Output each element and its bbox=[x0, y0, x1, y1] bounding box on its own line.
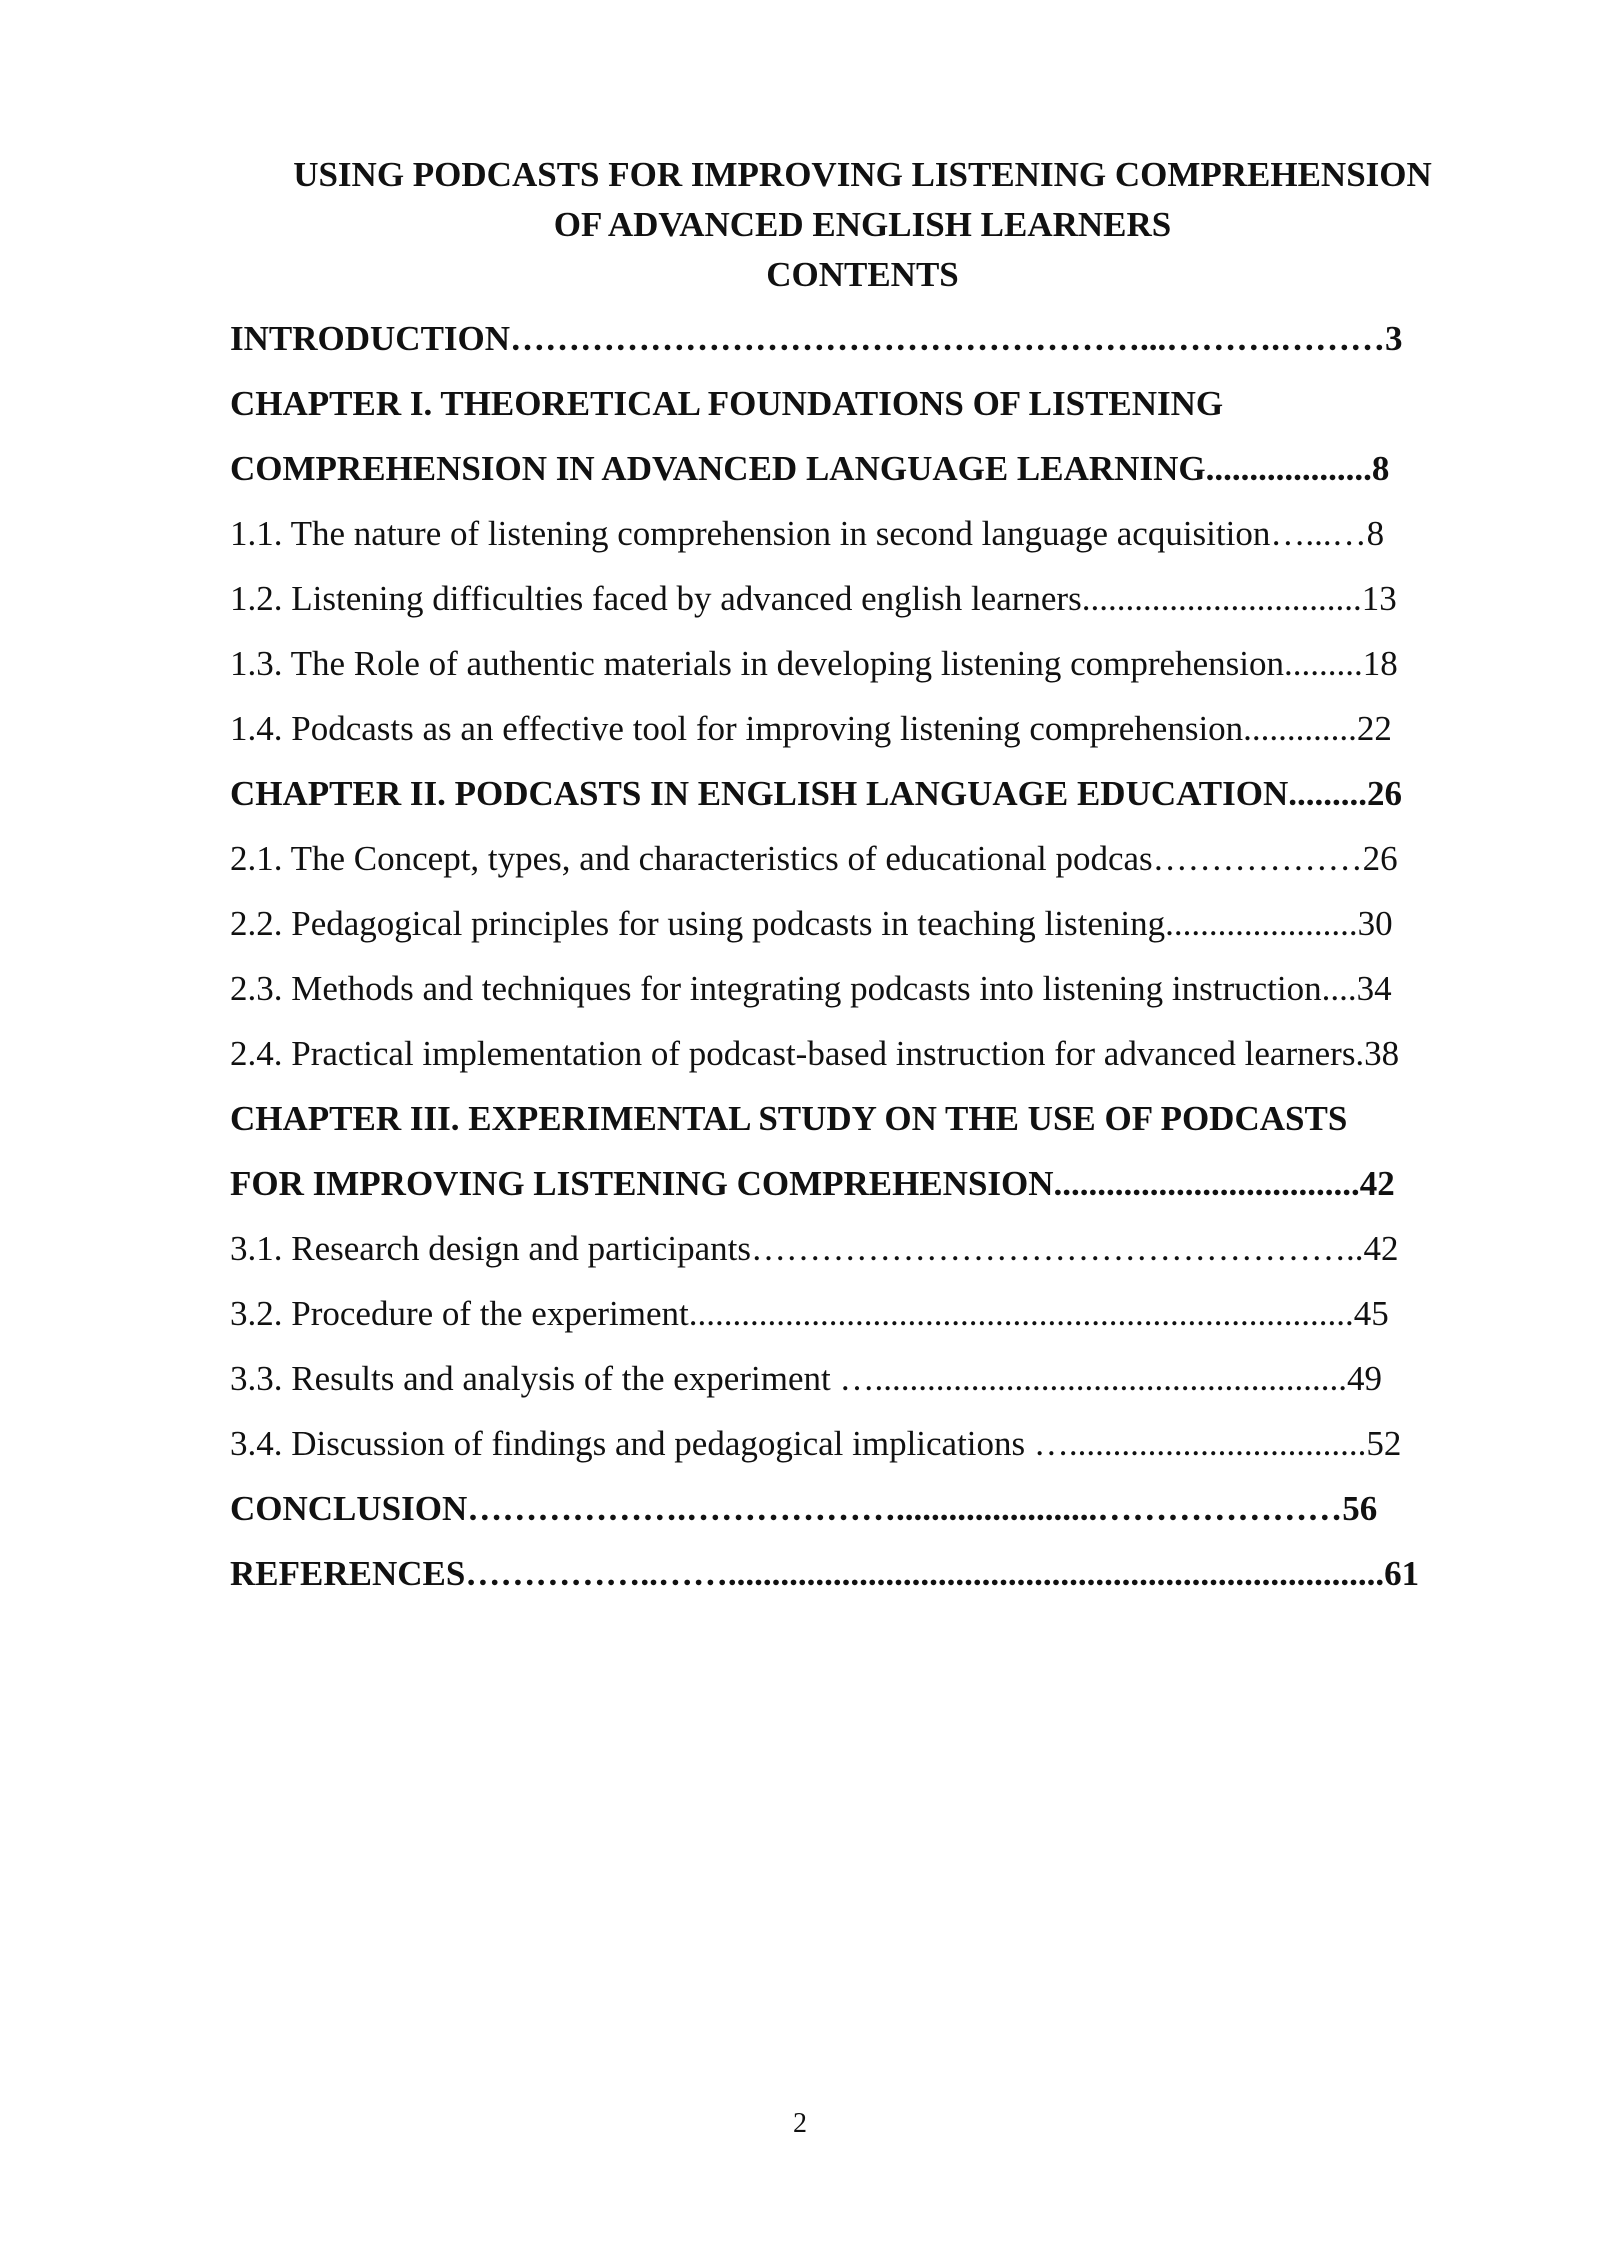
toc-entry: 3.2. Procedure of the experiment............................................................................45 bbox=[230, 1294, 1389, 1333]
document-page bbox=[230, 150, 1495, 1606]
toc-entry: 3.3. Results and analysis of the experiment …......................................................49 bbox=[230, 1359, 1382, 1398]
toc-entry: COMPREHENSION IN ADVANCED LANGUAGE LEARNING...................8 bbox=[230, 449, 1390, 488]
table-of-contents bbox=[230, 306, 1495, 1606]
toc-entry: REFERENCES……………..……...........................................................................61 bbox=[230, 1554, 1420, 1593]
toc-entry: 2.2. Pedagogical principles for using podcasts in teaching listening......................30 bbox=[230, 904, 1393, 943]
contents-heading: CONTENTS bbox=[766, 255, 959, 294]
toc-entry: CHAPTER II. PODCASTS IN ENGLISH LANGUAGE EDUCATION.........26 bbox=[230, 774, 1403, 813]
document-title-line-2: OF ADVANCED ENGLISH LEARNERS bbox=[553, 205, 1172, 244]
toc-entry: FOR IMPROVING LISTENING COMPREHENSION...................................42 bbox=[230, 1164, 1395, 1203]
toc-entry: 1.2. Listening difficulties faced by advanced english learners................................13 bbox=[230, 579, 1397, 618]
toc-entry: INTRODUCTION………………………………………………...……….………3 bbox=[230, 319, 1403, 358]
document-title-line-1: USING PODCASTS FOR IMPROVING LISTENING COMPREHENSION bbox=[293, 155, 1432, 194]
toc-entry: 3.4. Discussion of findings and pedagogical implications …..................................52 bbox=[230, 1424, 1402, 1463]
toc-entry: 2.4. Practical implementation of podcast-based instruction for advanced learners.38 bbox=[230, 1034, 1400, 1073]
toc-entry: 1.1. The nature of listening comprehension in second language acquisition…...…8 bbox=[230, 514, 1385, 553]
toc-entry: 2.1. The Concept, types, and characteristics of educational podcas………………26 bbox=[230, 839, 1398, 878]
toc-entry: CHAPTER III. EXPERIMENTAL STUDY ON THE USE OF PODCASTS bbox=[230, 1099, 1348, 1138]
toc-entry: CHAPTER I. THEORETICAL FOUNDATIONS OF LISTENING bbox=[230, 384, 1224, 423]
page-number: 2 bbox=[793, 2108, 807, 2139]
toc-entry: 1.4. Podcasts as an effective tool for improving listening comprehension.............22 bbox=[230, 709, 1392, 748]
toc-entry: 3.1. Research design and participants……………………………………………..42 bbox=[230, 1229, 1399, 1268]
toc-entry: 1.3. The Role of authentic materials in developing listening comprehension.........18 bbox=[230, 644, 1398, 683]
toc-entry: 2.3. Methods and techniques for integrating podcasts into listening instruction....34 bbox=[230, 969, 1392, 1008]
toc-entry: CONCLUSION……………….……………….......................…………………56 bbox=[230, 1489, 1378, 1528]
